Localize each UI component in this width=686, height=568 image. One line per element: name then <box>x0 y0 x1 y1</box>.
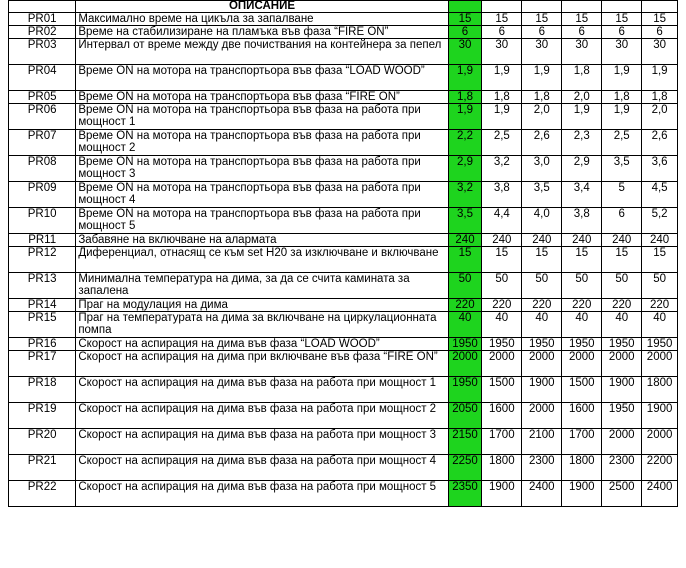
parameter-value: 240 <box>482 234 522 247</box>
parameter-value: 30 <box>562 39 602 65</box>
parameter-value: 4,4 <box>482 208 522 234</box>
parameter-value: 240 <box>642 234 678 247</box>
parameter-value: 3,5 <box>522 182 562 208</box>
table-row <box>9 65 678 91</box>
parameter-description: Минимална температура на дима, за да се счита камината за запалена <box>76 273 448 299</box>
parameter-value: 1500 <box>482 377 522 403</box>
highlighted-value: 2350 <box>448 481 482 507</box>
parameter-value: 15 <box>602 13 642 26</box>
document-page <box>8 0 678 507</box>
parameter-value: 2000 <box>602 351 642 377</box>
parameter-value: 1,9 <box>642 65 678 91</box>
parameter-value: 1,8 <box>482 91 522 104</box>
parameter-value: 1,8 <box>562 65 602 91</box>
parameter-value: 30 <box>642 39 678 65</box>
header-col-5 <box>642 1 678 13</box>
parameter-value: 220 <box>642 299 678 312</box>
parameter-value: 2500 <box>602 481 642 507</box>
parameter-value: 3,2 <box>482 156 522 182</box>
highlighted-value: 6 <box>448 26 482 39</box>
parameter-value: 3,5 <box>602 156 642 182</box>
parameter-code: PR12 <box>9 247 76 273</box>
parameter-value: 6 <box>602 26 642 39</box>
parameter-value: 1700 <box>562 429 602 455</box>
highlighted-value: 30 <box>448 39 482 65</box>
parameter-code: PR04 <box>9 65 76 91</box>
parameter-value: 15 <box>522 247 562 273</box>
highlighted-value: 2000 <box>448 351 482 377</box>
highlighted-value: 1,9 <box>448 104 482 130</box>
parameter-description: Време ON на мотора на транспортьора във фаза на работа при мощност 3 <box>76 156 448 182</box>
table-row <box>9 299 678 312</box>
parameter-description: Диференциал, отнасящ се към set H20 за изключване и включване <box>76 247 448 273</box>
parameter-value: 220 <box>482 299 522 312</box>
parameter-value: 1,9 <box>482 104 522 130</box>
parameter-value: 3,6 <box>642 156 678 182</box>
parameter-code: PR19 <box>9 403 76 429</box>
parameter-value: 2400 <box>642 481 678 507</box>
parameter-value: 2,3 <box>562 130 602 156</box>
table-row <box>9 377 678 403</box>
highlighted-value: 1,9 <box>448 65 482 91</box>
highlighted-value: 1950 <box>448 377 482 403</box>
parameter-value: 30 <box>482 39 522 65</box>
parameter-description: Време ON на мотора на транспортьора във фаза на работа при мощност 4 <box>76 182 448 208</box>
parameter-code: PR21 <box>9 455 76 481</box>
parameter-value: 15 <box>562 13 602 26</box>
highlighted-value: 1,8 <box>448 91 482 104</box>
parameter-description: Скорост на аспирация на дима във фаза на работа при мощност 4 <box>76 455 448 481</box>
parameter-value: 1900 <box>562 481 602 507</box>
parameter-value: 2,6 <box>642 130 678 156</box>
parameter-value: 3,8 <box>482 182 522 208</box>
parameter-description: Праг на модулация на дима <box>76 299 448 312</box>
parameter-value: 15 <box>522 13 562 26</box>
parameter-description: Време ON на мотора на транспортьора във фаза на работа при мощност 5 <box>76 208 448 234</box>
table-row <box>9 39 678 65</box>
parameter-value: 1600 <box>482 403 522 429</box>
parameter-value: 40 <box>602 312 642 338</box>
parameter-value: 30 <box>522 39 562 65</box>
highlighted-value: 15 <box>448 13 482 26</box>
parameter-value: 240 <box>522 234 562 247</box>
header-highlight <box>448 1 482 13</box>
header-col-4 <box>602 1 642 13</box>
parameter-description: Време ON на мотора на транспортьора във фаза “LOAD WOOD” <box>76 65 448 91</box>
parameter-value: 2400 <box>522 481 562 507</box>
table-row <box>9 338 678 351</box>
parameter-value: 50 <box>522 273 562 299</box>
parameter-value: 2000 <box>482 351 522 377</box>
parameter-value: 1,9 <box>562 104 602 130</box>
parameter-description: Време ON на мотора на транспортьора във фаза “FIRE ON” <box>76 91 448 104</box>
parameter-description: Скорост на аспирация на дима при включване във фаза “FIRE ON” <box>76 351 448 377</box>
table-row <box>9 403 678 429</box>
parameter-value: 40 <box>522 312 562 338</box>
parameter-value: 40 <box>642 312 678 338</box>
parameter-description: Скорост на аспирация на дима във фаза на работа при мощност 5 <box>76 481 448 507</box>
parameter-value: 50 <box>602 273 642 299</box>
highlighted-value: 240 <box>448 234 482 247</box>
parameter-value: 6 <box>562 26 602 39</box>
parameter-description: Скорост на аспирация на дима във фаза на работа при мощност 1 <box>76 377 448 403</box>
parameter-value: 15 <box>642 13 678 26</box>
parameter-value: 1950 <box>482 338 522 351</box>
parameter-code: PR08 <box>9 156 76 182</box>
parameter-code: PR10 <box>9 208 76 234</box>
parameter-code: PR01 <box>9 13 76 26</box>
parameter-description: Максимално време на цикъла за запалване <box>76 13 448 26</box>
highlighted-value: 220 <box>448 299 482 312</box>
highlighted-value: 2150 <box>448 429 482 455</box>
parameter-value: 2100 <box>522 429 562 455</box>
table-row <box>9 13 678 26</box>
highlighted-value: 50 <box>448 273 482 299</box>
parameter-value: 30 <box>602 39 642 65</box>
parameter-code: PR11 <box>9 234 76 247</box>
parameter-value: 1,8 <box>602 91 642 104</box>
header-col-1 <box>482 1 522 13</box>
parameter-value: 15 <box>642 247 678 273</box>
parameter-value: 2,9 <box>562 156 602 182</box>
header-description: ОПИСАНИЕ <box>76 1 448 13</box>
parameter-code: PR06 <box>9 104 76 130</box>
header-col-3 <box>562 1 602 13</box>
parameter-value: 2,6 <box>522 130 562 156</box>
parameter-code: PR05 <box>9 91 76 104</box>
highlighted-value: 15 <box>448 247 482 273</box>
parameter-value: 1,8 <box>642 91 678 104</box>
parameter-value: 15 <box>482 247 522 273</box>
parameter-value: 2000 <box>522 351 562 377</box>
parameter-description: Праг на температурата на дима за включване на циркулационната помпа <box>76 312 448 338</box>
parameter-value: 3,4 <box>562 182 602 208</box>
table-row <box>9 312 678 338</box>
parameter-code: PR09 <box>9 182 76 208</box>
parameter-value: 6 <box>482 26 522 39</box>
parameter-value: 50 <box>562 273 602 299</box>
parameter-value: 2000 <box>562 351 602 377</box>
parameter-value: 2,5 <box>482 130 522 156</box>
parameter-value: 50 <box>482 273 522 299</box>
parameter-value: 1900 <box>642 403 678 429</box>
table-row <box>9 247 678 273</box>
parameter-value: 2000 <box>522 403 562 429</box>
highlighted-value: 2250 <box>448 455 482 481</box>
parameter-code: PR17 <box>9 351 76 377</box>
parameter-value: 1,9 <box>482 65 522 91</box>
parameter-description: Време ON на мотора на транспортьора във фаза на работа при мощност 1 <box>76 104 448 130</box>
parameter-code: PR13 <box>9 273 76 299</box>
highlighted-value: 2,9 <box>448 156 482 182</box>
parameter-value: 40 <box>562 312 602 338</box>
parameter-value: 15 <box>482 13 522 26</box>
parameter-code: PR18 <box>9 377 76 403</box>
parameter-value: 1800 <box>642 377 678 403</box>
parameter-value: 2300 <box>522 455 562 481</box>
table-row <box>9 104 678 130</box>
table-row <box>9 208 678 234</box>
parameter-value: 2200 <box>642 455 678 481</box>
parameter-value: 220 <box>522 299 562 312</box>
highlighted-value: 1950 <box>448 338 482 351</box>
parameter-value: 1,9 <box>602 65 642 91</box>
parameter-value: 2,0 <box>562 91 602 104</box>
parameter-value: 4,5 <box>642 182 678 208</box>
parameter-value: 1,9 <box>522 65 562 91</box>
header-code <box>9 1 76 13</box>
parameter-value: 2,5 <box>602 130 642 156</box>
parameter-value: 4,0 <box>522 208 562 234</box>
parameter-value: 2,0 <box>642 104 678 130</box>
parameter-value: 1950 <box>602 338 642 351</box>
parameter-value: 2000 <box>602 429 642 455</box>
highlighted-value: 2050 <box>448 403 482 429</box>
parameter-value: 1500 <box>562 377 602 403</box>
parameter-description: Скорост на аспирация на дима във фаза на работа при мощност 3 <box>76 429 448 455</box>
table-row <box>9 26 678 39</box>
parameter-description: Скорост на аспирация на дима във фаза на работа при мощност 2 <box>76 403 448 429</box>
parameter-value: 5,2 <box>642 208 678 234</box>
parameter-code: PR14 <box>9 299 76 312</box>
parameter-value: 240 <box>602 234 642 247</box>
parameter-value: 1,8 <box>522 91 562 104</box>
highlighted-value: 40 <box>448 312 482 338</box>
table-header-row <box>9 1 678 13</box>
parameter-value: 2000 <box>642 429 678 455</box>
parameter-description: Забавяне на включване на алармата <box>76 234 448 247</box>
parameter-value: 1900 <box>602 377 642 403</box>
parameter-value: 1900 <box>482 481 522 507</box>
parameters-table <box>8 0 678 507</box>
parameter-description: Време ON на мотора на транспортьора във фаза на работа при мощност 2 <box>76 130 448 156</box>
parameter-value: 1,9 <box>602 104 642 130</box>
parameter-value: 2,0 <box>522 104 562 130</box>
table-row <box>9 130 678 156</box>
parameter-value: 3,8 <box>562 208 602 234</box>
parameter-code: PR20 <box>9 429 76 455</box>
parameter-value: 2300 <box>602 455 642 481</box>
parameter-value: 5 <box>602 182 642 208</box>
parameter-code: PR02 <box>9 26 76 39</box>
parameter-value: 50 <box>642 273 678 299</box>
table-row <box>9 455 678 481</box>
highlighted-value: 3,2 <box>448 182 482 208</box>
header-col-2 <box>522 1 562 13</box>
highlighted-value: 3,5 <box>448 208 482 234</box>
parameter-description: Интервал от време между две почиствания на контейнера за пепел <box>76 39 448 65</box>
parameter-description: Скорост на аспирация на дима във фаза “LOAD WOOD” <box>76 338 448 351</box>
table-row <box>9 156 678 182</box>
parameter-value: 6 <box>522 26 562 39</box>
parameter-value: 1950 <box>562 338 602 351</box>
parameter-value: 40 <box>482 312 522 338</box>
parameter-code: PR07 <box>9 130 76 156</box>
table-row <box>9 351 678 377</box>
parameter-code: PR22 <box>9 481 76 507</box>
parameter-code: PR03 <box>9 39 76 65</box>
parameter-code: PR15 <box>9 312 76 338</box>
parameter-value: 1950 <box>522 338 562 351</box>
parameter-value: 240 <box>562 234 602 247</box>
parameter-value: 15 <box>562 247 602 273</box>
parameter-value: 1800 <box>482 455 522 481</box>
table-row <box>9 273 678 299</box>
parameter-value: 1950 <box>642 338 678 351</box>
table-body <box>9 13 678 507</box>
parameter-value: 1800 <box>562 455 602 481</box>
table-row <box>9 429 678 455</box>
table-row <box>9 182 678 208</box>
table-row <box>9 234 678 247</box>
parameter-value: 6 <box>642 26 678 39</box>
table-row <box>9 91 678 104</box>
parameter-value: 1700 <box>482 429 522 455</box>
parameter-value: 1900 <box>522 377 562 403</box>
parameter-value: 220 <box>562 299 602 312</box>
parameter-value: 3,0 <box>522 156 562 182</box>
parameter-value: 15 <box>602 247 642 273</box>
parameter-value: 1950 <box>602 403 642 429</box>
parameter-value: 1600 <box>562 403 602 429</box>
parameter-value: 220 <box>602 299 642 312</box>
parameter-value: 2000 <box>642 351 678 377</box>
highlighted-value: 2,2 <box>448 130 482 156</box>
table-row <box>9 481 678 507</box>
parameter-value: 6 <box>602 208 642 234</box>
parameter-code: PR16 <box>9 338 76 351</box>
parameter-description: Време на стабилизиране на пламъка във фаза “FIRE ON” <box>76 26 448 39</box>
